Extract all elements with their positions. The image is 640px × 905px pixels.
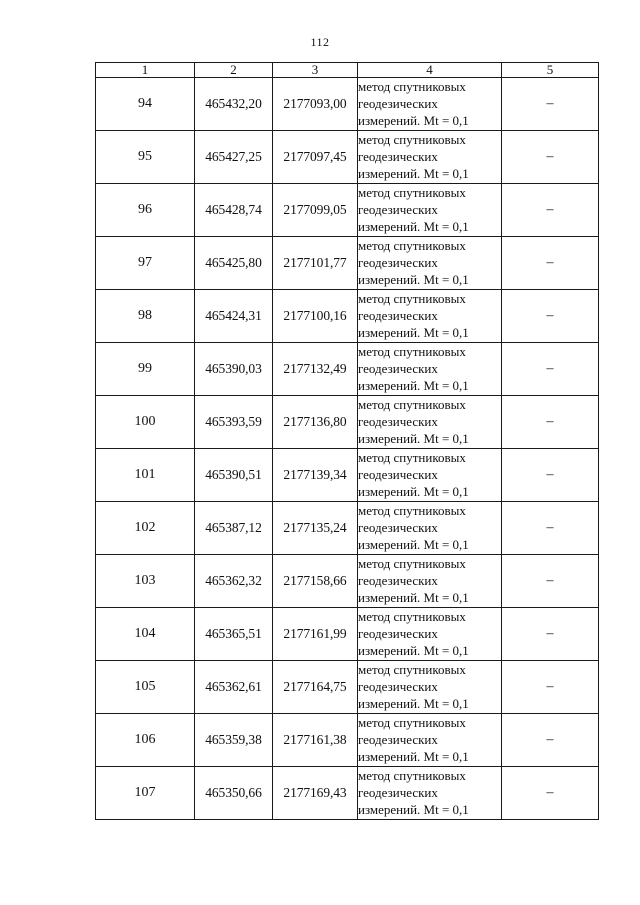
- method-line-3: измерений. Mt = 0,1: [358, 325, 469, 340]
- method-line-3: измерений. Mt = 0,1: [358, 219, 469, 234]
- method-line-2: геодезических: [358, 520, 438, 535]
- point-number: 106: [96, 714, 195, 767]
- method-line-2: геодезических: [358, 626, 438, 641]
- coordinate-x: 465387,12: [195, 502, 273, 555]
- header-col-3: 3: [273, 63, 358, 78]
- coordinate-x: 465362,32: [195, 555, 273, 608]
- table-row: [96, 237, 599, 290]
- method-cell: [358, 714, 502, 767]
- method-line-2: геодезических: [358, 361, 438, 376]
- header-col-2: 2: [195, 63, 273, 78]
- method-line-2: геодезических: [358, 308, 438, 323]
- coordinate-y: 2177099,05: [273, 184, 358, 237]
- method-line-2: геодезических: [358, 785, 438, 800]
- method-line-3: измерений. Mt = 0,1: [358, 643, 469, 658]
- point-number: 100: [96, 396, 195, 449]
- point-number: 98: [96, 290, 195, 343]
- coordinate-y: 2177100,16: [273, 290, 358, 343]
- note-cell: –: [502, 131, 599, 184]
- point-number: 94: [96, 78, 195, 131]
- method-line-1: метод спутниковых: [358, 238, 466, 253]
- method-line-2: геодезических: [358, 414, 438, 429]
- point-number: 97: [96, 237, 195, 290]
- note-cell: –: [502, 714, 599, 767]
- coordinate-y: 2177101,77: [273, 237, 358, 290]
- coordinate-x: 465390,51: [195, 449, 273, 502]
- method-cell: [358, 449, 502, 502]
- table-row: [96, 396, 599, 449]
- coordinate-y: 2177164,75: [273, 661, 358, 714]
- method-cell: [358, 608, 502, 661]
- table-row: [96, 184, 599, 237]
- method-cell: [358, 184, 502, 237]
- table-row: [96, 608, 599, 661]
- table-body: [96, 78, 599, 820]
- header-col-5: 5: [502, 63, 599, 78]
- method-line-3: измерений. Mt = 0,1: [358, 590, 469, 605]
- method-line-1: метод спутниковых: [358, 397, 466, 412]
- method-line-2: геодезических: [358, 573, 438, 588]
- coordinate-x: 465425,80: [195, 237, 273, 290]
- table-row: [96, 449, 599, 502]
- coordinate-x: 465362,61: [195, 661, 273, 714]
- coordinate-x: 465393,59: [195, 396, 273, 449]
- note-cell: –: [502, 661, 599, 714]
- method-cell: [358, 555, 502, 608]
- table-row: [96, 661, 599, 714]
- method-line-3: измерений. Mt = 0,1: [358, 272, 469, 287]
- method-line-3: измерений. Mt = 0,1: [358, 113, 469, 128]
- coordinate-y: 2177136,80: [273, 396, 358, 449]
- note-cell: –: [502, 184, 599, 237]
- header-col-4: 4: [358, 63, 502, 78]
- point-number: 105: [96, 661, 195, 714]
- note-cell: –: [502, 555, 599, 608]
- method-line-3: измерений. Mt = 0,1: [358, 484, 469, 499]
- method-line-1: метод спутниковых: [358, 79, 466, 94]
- method-cell: [358, 237, 502, 290]
- table-row: [96, 714, 599, 767]
- method-line-2: геодезических: [358, 149, 438, 164]
- note-cell: –: [502, 767, 599, 820]
- method-line-1: метод спутниковых: [358, 344, 466, 359]
- coordinate-x: 465427,25: [195, 131, 273, 184]
- method-line-3: измерений. Mt = 0,1: [358, 537, 469, 552]
- method-line-2: геодезических: [358, 467, 438, 482]
- coordinate-x: 465350,66: [195, 767, 273, 820]
- point-number: 101: [96, 449, 195, 502]
- method-line-3: измерений. Mt = 0,1: [358, 166, 469, 181]
- method-line-1: метод спутниковых: [358, 662, 466, 677]
- method-line-1: метод спутниковых: [358, 291, 466, 306]
- note-cell: –: [502, 396, 599, 449]
- method-line-1: метод спутниковых: [358, 185, 466, 200]
- note-cell: –: [502, 343, 599, 396]
- method-cell: [358, 131, 502, 184]
- point-number: 103: [96, 555, 195, 608]
- coordinate-y: 2177093,00: [273, 78, 358, 131]
- coordinate-y: 2177132,49: [273, 343, 358, 396]
- method-cell: [358, 661, 502, 714]
- coordinate-y: 2177161,38: [273, 714, 358, 767]
- method-line-2: геодезических: [358, 732, 438, 747]
- point-number: 96: [96, 184, 195, 237]
- method-cell: [358, 767, 502, 820]
- note-cell: –: [502, 502, 599, 555]
- note-cell: –: [502, 608, 599, 661]
- coordinate-x: 465390,03: [195, 343, 273, 396]
- coordinate-y: 2177161,99: [273, 608, 358, 661]
- method-line-1: метод спутниковых: [358, 556, 466, 571]
- method-line-3: измерений. Mt = 0,1: [358, 749, 469, 764]
- table-row: [96, 767, 599, 820]
- method-line-3: измерений. Mt = 0,1: [358, 696, 469, 711]
- method-cell: [358, 502, 502, 555]
- coordinate-y: 2177097,45: [273, 131, 358, 184]
- method-line-1: метод спутниковых: [358, 609, 466, 624]
- method-line-3: измерений. Mt = 0,1: [358, 802, 469, 817]
- method-line-3: измерений. Mt = 0,1: [358, 378, 469, 393]
- method-line-1: метод спутниковых: [358, 450, 466, 465]
- coordinate-x: 465432,20: [195, 78, 273, 131]
- table-row: [96, 555, 599, 608]
- table-row: [96, 343, 599, 396]
- method-cell: [358, 343, 502, 396]
- coordinate-y: 2177169,43: [273, 767, 358, 820]
- method-cell: [358, 396, 502, 449]
- method-line-2: геодезических: [358, 255, 438, 270]
- coordinate-y: 2177139,34: [273, 449, 358, 502]
- table-header-row: [96, 63, 599, 78]
- coordinate-x: 465428,74: [195, 184, 273, 237]
- method-line-1: метод спутниковых: [358, 132, 466, 147]
- point-number: 104: [96, 608, 195, 661]
- note-cell: –: [502, 237, 599, 290]
- table-row: [96, 78, 599, 131]
- coordinate-y: 2177135,24: [273, 502, 358, 555]
- point-number: 95: [96, 131, 195, 184]
- method-line-1: метод спутниковых: [358, 715, 466, 730]
- point-number: 99: [96, 343, 195, 396]
- method-line-2: геодезических: [358, 96, 438, 111]
- method-line-3: измерений. Mt = 0,1: [358, 431, 469, 446]
- method-line-2: геодезических: [358, 679, 438, 694]
- method-line-1: метод спутниковых: [358, 768, 466, 783]
- table-row: [96, 131, 599, 184]
- method-line-1: метод спутниковых: [358, 503, 466, 518]
- page-number: 112: [310, 35, 330, 49]
- table-row: [96, 502, 599, 555]
- coordinates-table: [95, 62, 599, 820]
- coordinate-x: 465424,31: [195, 290, 273, 343]
- note-cell: –: [502, 78, 599, 131]
- coordinate-x: 465359,38: [195, 714, 273, 767]
- point-number: 107: [96, 767, 195, 820]
- method-cell: [358, 78, 502, 131]
- coordinate-x: 465365,51: [195, 608, 273, 661]
- method-cell: [358, 290, 502, 343]
- method-line-2: геодезических: [358, 202, 438, 217]
- header-col-1: 1: [96, 63, 195, 78]
- table-row: [96, 290, 599, 343]
- point-number: 102: [96, 502, 195, 555]
- coordinate-y: 2177158,66: [273, 555, 358, 608]
- note-cell: –: [502, 290, 599, 343]
- note-cell: –: [502, 449, 599, 502]
